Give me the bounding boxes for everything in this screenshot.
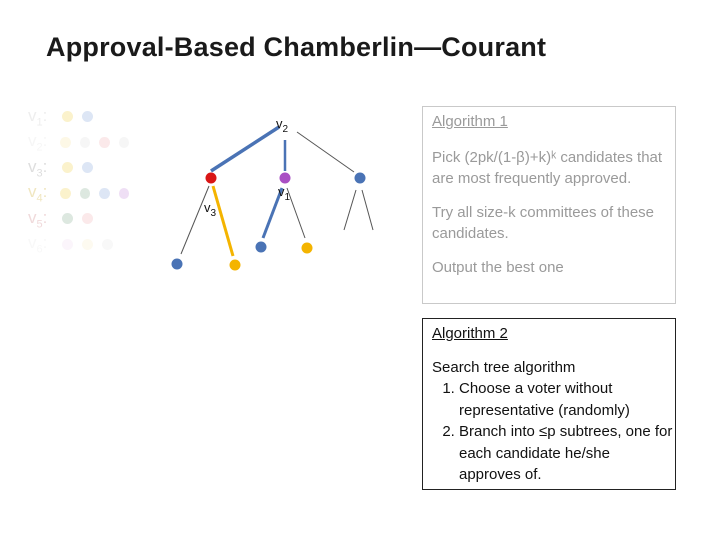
algorithm-1-box: [422, 106, 676, 304]
tree-node-yellow: [230, 260, 241, 271]
tree-edge: [344, 190, 356, 230]
algorithm-1-heading: Algorithm 1: [432, 113, 508, 130]
tree-node-blue: [256, 242, 267, 253]
voter-label: $v_6$:: [28, 233, 48, 256]
tree-edge: [297, 132, 354, 172]
tree-edge: [213, 186, 233, 256]
node-label-v1: $v_1$: [278, 184, 291, 203]
tree-node-purple: [280, 173, 291, 184]
algorithm-1-step-pick: Pick (2pk/(1-β)+k)ᵏ candidates that are most frequently approved.: [432, 148, 663, 187]
slide-title: Approval-Based Chamberlin—Courant: [46, 32, 547, 62]
algorithm-2-step: 1. Choose a voter without representative (randomly): [459, 378, 675, 421]
algorithm-2-heading: Algorithm 2: [432, 325, 508, 342]
voter-label: $v_4$:: [28, 182, 48, 205]
voter-label: $v_2$:: [28, 131, 48, 154]
tree-edge: [211, 127, 279, 171]
algorithm-2-steps: [432, 378, 675, 486]
tree-node-yellow: [302, 243, 313, 254]
voter-label: $v_5$:: [28, 207, 48, 230]
node-label-v2: $v_2$: [276, 116, 289, 135]
algorithm-2-step: 2. Branch into ≤p subtrees, one for each candidate he/she approves of.: [459, 421, 675, 486]
voter-label: $v_3$:: [28, 156, 48, 179]
node-label-v3: $v_3$: [204, 200, 217, 219]
tree-node-red: [206, 173, 217, 184]
voter-label: $v_1$:: [28, 105, 48, 128]
algorithm-2-intro: Search tree algorithm: [432, 358, 576, 376]
tree-edge: [362, 190, 373, 230]
algorithm-2-box: [422, 318, 676, 490]
algorithm-1-step-try: Try all size-k committees of these candidates.: [432, 203, 655, 242]
tree-edge: [181, 186, 209, 254]
search-tree-diagram: [0, 0, 420, 300]
tree-node-blue: [355, 173, 366, 184]
tree-node-blue: [172, 259, 183, 270]
algorithm-1-step-output: Output the best one: [432, 258, 564, 276]
